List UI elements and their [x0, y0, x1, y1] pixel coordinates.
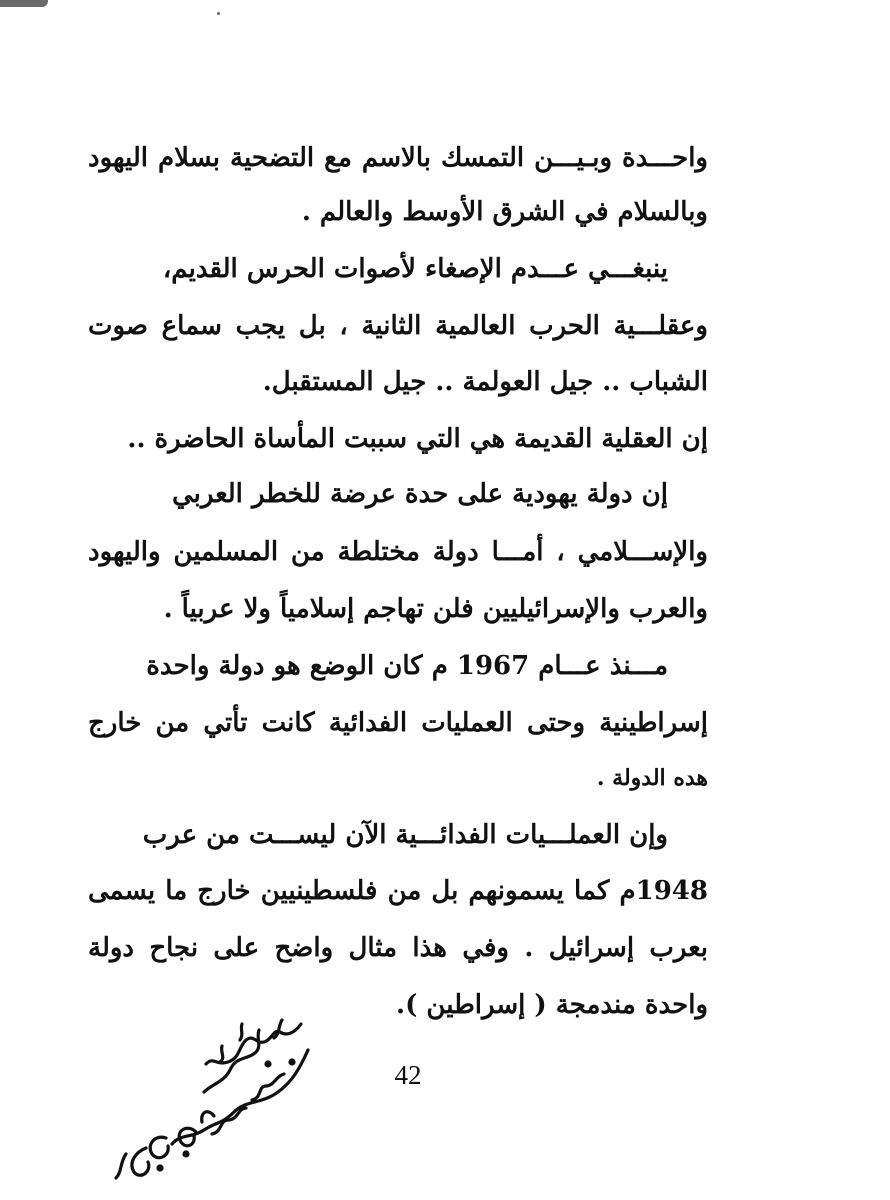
scan-speck	[217, 12, 220, 15]
text-line: هده الدولة .	[596, 765, 708, 791]
text-line: ينبغـــي عـــدم الإصغاء لأصوات الحرس القديم،	[162, 254, 668, 284]
text-line: إن دولة يهودية على حدة عرضة للخطر العربي	[171, 479, 668, 509]
text-line: وبالسلام في الشرق الأوسط والعالم .	[301, 197, 708, 227]
text-line: وإن العملـــيات الفدائـــية الآن ليســـت من عرب	[142, 820, 668, 850]
text-line: إن العقلية القديمة هي التي سببت المأساة الحاضرة ..	[127, 424, 708, 454]
text-line: واحدة مندمجة ( إسراطين ).	[396, 990, 708, 1020]
text-line: واحـــدة وبـيـــن التمسك بالاسم مع التضحية بسلام اليهود	[88, 143, 708, 173]
scan-corner-mark	[0, 0, 48, 7]
text-line: والإســـلامي ، أمـــا دولة مختلطة من المسلمين واليهود	[88, 537, 708, 567]
text-line: بعرب إسرائيل . وفي هذا مثال واضح على نجاح دولة	[88, 933, 708, 963]
text-line: 1948م كما يسمونهم بل من فلسطينيين خارج ما يسمى	[88, 876, 708, 906]
text-line: الشباب .. جيل العولمة .. جيل المستقبل.	[262, 367, 708, 397]
text-line: والعرب والإسرائيليين فلن تهاجم إسلامياً ولا عربياً .	[163, 594, 708, 624]
handwritten-signature	[96, 1012, 336, 1182]
text-line: إسراطينية وحتى العمليات الفدائية كانت تأتي من خارج	[88, 708, 708, 738]
text-line: وعقلـــية الحرب العالمية الثانية ، بل يجب سماع صوت	[88, 311, 708, 341]
page-number: 42	[394, 1060, 422, 1090]
text-line: مـــنذ عـــام 1967 م كان الوضع هو دولة واحدة	[146, 651, 668, 681]
